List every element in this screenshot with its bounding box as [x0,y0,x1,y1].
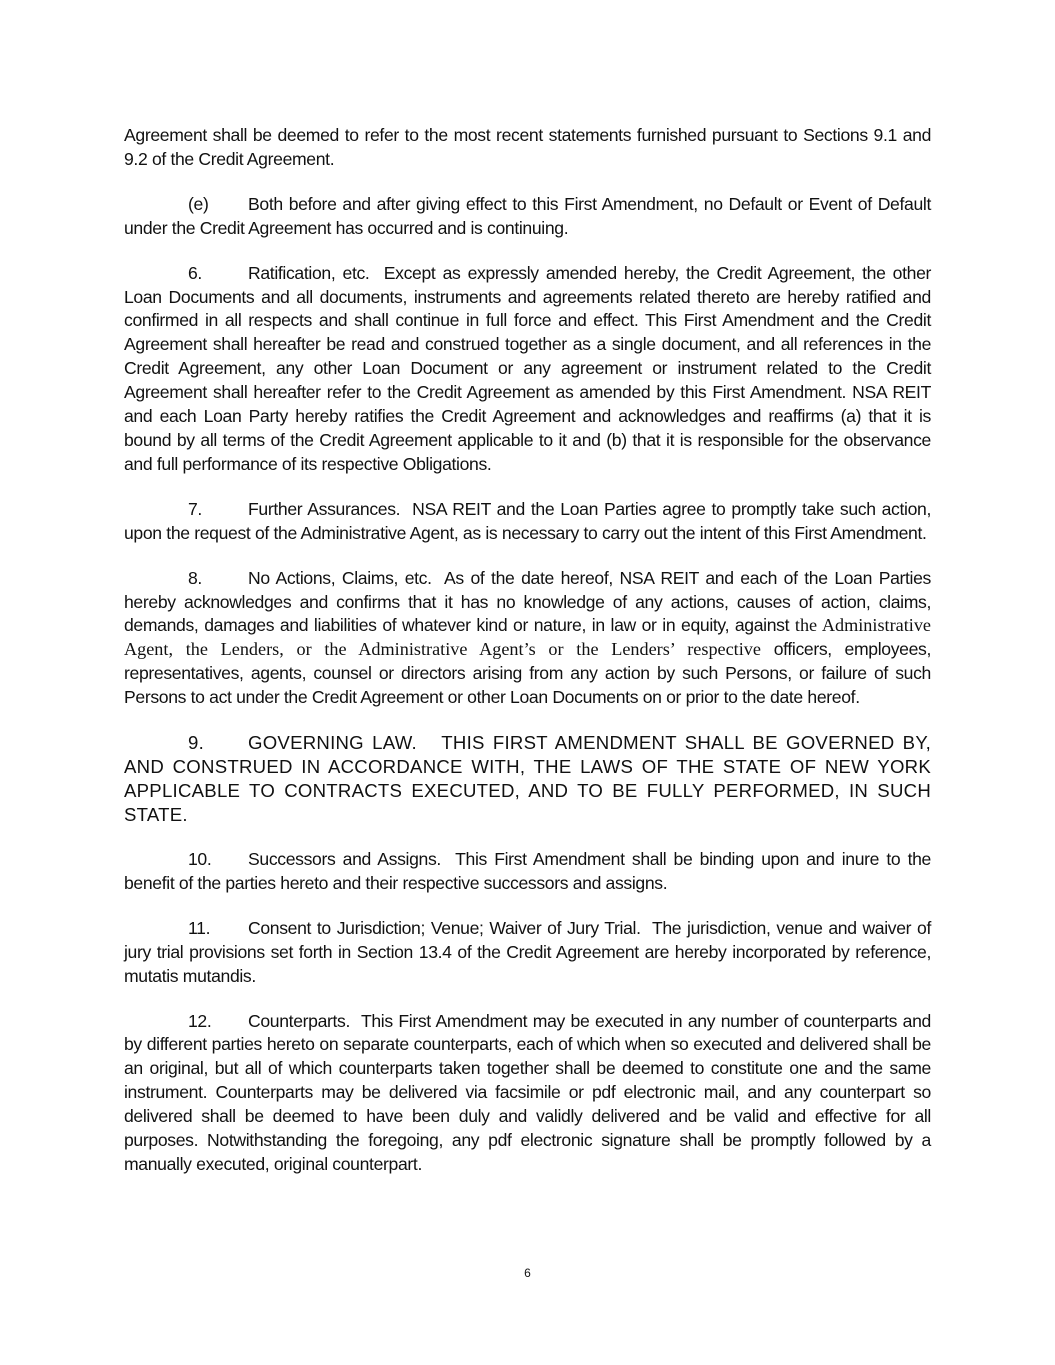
section-number: 7. [188,498,202,519]
section-heading: Counterparts. [248,1010,351,1031]
section-heading: No Actions, Claims, etc. [248,567,432,588]
section-number: 6. [188,262,202,283]
section-11 [124,917,931,989]
clause-label: (e) [188,193,209,214]
paragraph-text: Agreement shall be deemed to refer to the most recent statements furnished pursuant to Sections 9.1 and 9.2 of the Credit Agreement. [124,125,931,169]
section-text-c: officers, employees, representatives, agents, counsel or directors arising from any action by such Persons, or failure of such Persons to act under the Credit Agreement or other Loan Documents on or prior to the date hereof. [124,639,931,708]
section-12 [124,1010,931,1177]
section-10 [124,848,931,896]
section-text-a: As of the date hereof, NSA REIT and each of the Loan Parties hereby acknowledges and confirms that it has no knowledge of any actions, causes of action, claims, demands, damages and liabilities of whatever kind or nature, in law or in equity, against [124,567,931,636]
section-text: The jurisdiction, venue and waiver of jury trial provisions set forth in Section 13.4 of the Credit Agreement are hereby incorporated by reference, mutatis mutandis. [124,917,931,986]
section-heading: Ratification, etc. [248,262,370,283]
section-heading: Consent to Jurisdiction; Venue; Waiver of Jury Trial. [248,917,641,938]
section-number: 9. [188,732,205,754]
page-body [124,124,931,1198]
section-number: 10. [188,849,212,870]
section-heading: Further Assurances. [248,498,401,519]
section-heading: Successors and Assigns. [248,849,441,870]
carryover-paragraph [124,124,931,172]
section-9 [124,731,931,827]
section-text: This First Amendment may be executed in any number of counterparts and by different parties hereto on separate counterparts, each of which when so executed and delivered shall be an original, but all of which counterparts taken together shall be deemed to constitute one and the same instrument. Counterparts may be delivered via facsimile or pdf electronic mail, and any counterpart so delivered shall be deemed to have been duly and validly delivered and be valid and effective for all purposes. Notwithstanding the foregoing, any pdf electronic signature shall be promptly followed by a manually executed, original counterpart. [124,1010,931,1174]
section-number: 8. [188,567,202,588]
section-7 [124,498,931,546]
clause-e [124,193,931,241]
section-text-b: the Administrative Agent, the Lenders, or the Administrative Agent’s or the Lenders’ respective [124,615,931,660]
clause-text: Both before and after giving effect to this First Amendment, no Default or Event of Default under the Credit Agreement has occurred and is continuing. [124,193,931,238]
section-text: This First Amendment shall be binding upon and inure to the benefit of the parties hereto and their respective successors and assigns. [124,849,931,893]
section-heading: GOVERNING LAW. [248,732,417,754]
section-6 [124,262,931,477]
section-text: NSA REIT and the Loan Parties agree to promptly take such action, upon the request of the Administrative Agent, as is necessary to carry out the intent of this First Amendment. [124,498,931,543]
section-text: Except as expressly amended hereby, the Credit Agreement, the other Loan Documents and all documents, instruments and agreements related thereto are hereby ratified and confirmed in all respects and shall continue in full force and effect. This First Amendment and the Credit Agreement shall hereafter be read and construed together as a single document, and all references in the Credit Agreement, any other Loan Document or any agreement or instrument related to the Credit Agreement shall hereafter refer to the Credit Agreement as amended by this First Amendment. NSA REIT and each Loan Party hereby ratifies the Credit Agreement and acknowledges and reaffirms (a) that it is bound by all terms of the Credit Agreement applicable to it and (b) that it is responsible for the observance and full performance of its respective Obligations. [124,262,932,474]
section-8 [124,567,931,710]
section-text: THIS FIRST AMENDMENT SHALL BE GOVERNED BY, AND CONSTRUED IN ACCORDANCE WITH, THE LAWS OF THE STATE OF NEW YORK APPLICABLE TO CONTRACTS EXECUTED, AND TO BE FULLY PERFORMED, IN SUCH STATE. [124,732,931,826]
section-number: 11. [188,917,211,938]
section-number: 12. [188,1010,212,1031]
page-number: 6 [524,1266,531,1280]
